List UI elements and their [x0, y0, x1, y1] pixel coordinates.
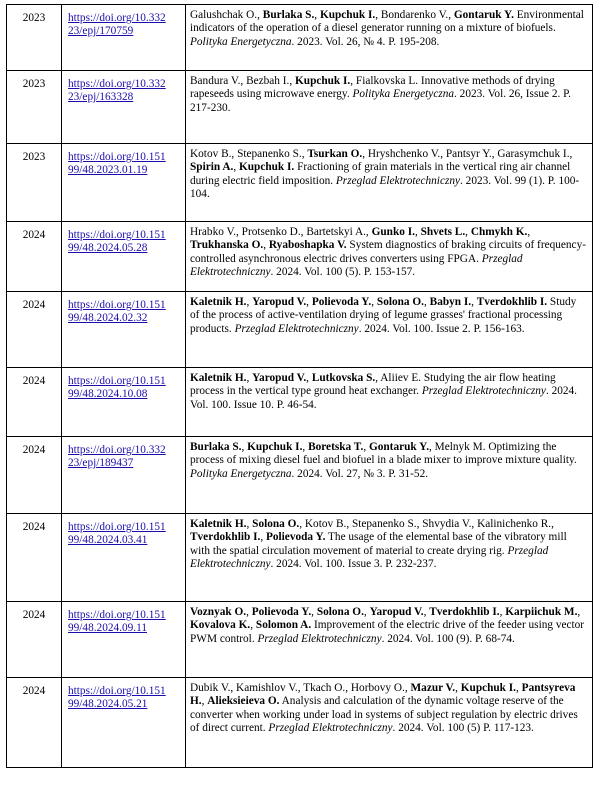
author-name-bold: Yaropud V.	[252, 372, 307, 384]
reference-fragment: . 2023. Vol. 26, Issue 2. P. 217-230.	[190, 88, 571, 114]
doi-cell	[62, 292, 186, 368]
reference-fragment: ,	[363, 441, 369, 453]
author-name-bold: Babyn I.	[429, 296, 472, 308]
journal-name: Przeglad Elektrotechniczny	[268, 722, 393, 735]
author-name-bold: Polievoda Y.	[251, 606, 312, 618]
journal-name: Polityka Energetyczna	[352, 88, 455, 101]
reference-fragment: . 2024. Vol. 27, № 3. P. 31-52.	[291, 467, 429, 480]
publication-year: 2024	[7, 437, 62, 514]
doi-link[interactable]	[68, 375, 166, 400]
author-name-bold: Yaropud V.	[369, 606, 424, 618]
author-name-bold: Polievoda Y.	[265, 531, 326, 544]
publication-row	[7, 222, 593, 292]
reference-fragment: , Bondarenko V.,	[375, 9, 454, 21]
doi-link-text-line[interactable]: 99/48.2024.09.11	[68, 622, 147, 635]
journal-name: Polityka Energetyczna	[190, 467, 292, 480]
reference-fragment: . 2023. Vol. 99 (1). P. 100-104.	[190, 174, 580, 201]
reference-fragment: ,	[263, 239, 269, 252]
doi-link-text-line[interactable]: https://doi.org/10.151	[68, 609, 166, 621]
author-name-bold: Gontaruk Y.	[453, 9, 514, 21]
publication-year: 2023	[7, 144, 62, 222]
reference-fragment: ,	[233, 161, 239, 174]
reference-fragment: . 2024. Vol. 100. Issue 10. P. 46-54.	[190, 385, 578, 411]
reference-fragment: ,	[577, 606, 581, 618]
author-name-bold: Kaletnik H.	[190, 296, 247, 308]
author-name-bold: Tverdokhlib I.	[429, 606, 500, 618]
reference-text	[186, 5, 593, 71]
doi-link[interactable]	[68, 444, 166, 469]
doi-cell	[62, 514, 186, 602]
doi-link-text-line[interactable]: https://doi.org/10.151	[68, 299, 166, 311]
publication-row	[7, 368, 593, 437]
author-name-bold: Gunko I.	[371, 226, 415, 238]
doi-cell	[62, 5, 186, 71]
author-name-bold: Kupchuk I.	[295, 75, 351, 87]
publication-row	[7, 144, 593, 222]
doi-cell	[62, 368, 186, 437]
doi-cell	[62, 71, 186, 144]
reference-fragment: ,	[241, 441, 248, 453]
author-name-bold: Karpiichuk M.	[505, 606, 578, 618]
reference-fragment: Improvement of the electric drive of the feeder using vector PWM control.	[190, 619, 585, 645]
reference-fragment: ,	[306, 296, 312, 308]
reference-fragment: , Melnyk M. Optimizing the process of mixing diesel fuel and biofuel in a blade mixer to improve mixture quality.	[190, 441, 577, 467]
author-name-bold: Pantsyreva H.	[190, 682, 576, 708]
author-name-bold: Solona O.	[316, 606, 364, 618]
doi-link-text-line[interactable]: 99/48.2024.10.08	[68, 388, 148, 401]
doi-link[interactable]	[68, 521, 166, 546]
doi-cell	[62, 222, 186, 292]
reference-text	[186, 292, 593, 368]
reference-fragment: ,	[516, 682, 522, 694]
author-name-bold: Voznyak O.	[190, 606, 247, 618]
doi-link-text-line[interactable]: https://doi.org/10.151	[68, 229, 166, 241]
author-name-bold: Yaropud V.	[252, 296, 307, 308]
publication-year: 2024	[7, 602, 62, 678]
publication-row	[7, 5, 593, 71]
reference-fragment: . 2024. Vol. 100. Issue 2. P. 156-163.	[358, 322, 525, 335]
reference-fragment: ,	[302, 441, 309, 453]
doi-link-text-line[interactable]: 99/48.2024.05.28	[68, 242, 148, 255]
reference-fragment: ,	[306, 372, 312, 384]
journal-name: Polityka Energetyczna	[190, 35, 292, 48]
publication-row	[7, 678, 593, 768]
publication-row	[7, 602, 593, 678]
reference-fragment: ,	[471, 296, 477, 308]
publication-row	[7, 514, 593, 602]
doi-cell	[62, 602, 186, 678]
doi-link[interactable]	[68, 229, 166, 254]
publications-table	[6, 4, 593, 768]
publication-year: 2024	[7, 514, 62, 602]
doi-link-text-line[interactable]: https://doi.org/10.332	[68, 78, 166, 90]
author-name-bold: Ryaboshapka V.	[268, 239, 347, 252]
publication-year: 2024	[7, 222, 62, 292]
reference-fragment: Environmental indicators of the operation of a diesel generator running on a mixture of biofuels.	[190, 9, 584, 35]
reference-text	[186, 678, 593, 768]
doi-link-text-line[interactable]: https://doi.org/10.151	[68, 151, 166, 163]
reference-fragment: . 2024. Vol. 100 (9). P. 68-74.	[381, 632, 515, 645]
reference-text	[186, 368, 593, 437]
doi-link-text-line[interactable]: https://doi.org/10.151	[68, 375, 166, 387]
doi-link[interactable]	[68, 685, 166, 710]
author-name-bold: Gontaruk Y.	[368, 441, 430, 453]
reference-fragment: ,	[260, 531, 266, 544]
author-name-bold: Tverdokhlib I.	[190, 531, 261, 544]
reference-fragment: , Aliiev E. Studying the air flow heating process in the vertical type ground heat exchanger.	[190, 372, 556, 398]
reference-fragment: The usage of the elemental base of the vibratory mill with the spatial circulation movement of material to create drying rig.	[190, 531, 567, 557]
author-name-bold: Lutkovska S.	[311, 372, 376, 384]
reference-fragment: System diagnostics of braking circuits of frequency-controlled asynchronous electric drives converters using FPGA.	[190, 239, 586, 265]
author-name-bold: Tverdokhlib I.	[476, 296, 548, 308]
journal-name: Przeglad Elektrotechniczny	[257, 632, 382, 645]
author-name-bold: Kaletnik H.	[190, 372, 247, 384]
author-name-bold: Shvets L.	[420, 226, 466, 238]
reference-text	[186, 514, 593, 602]
doi-link-text-line[interactable]: 99/48.2024.03.41	[68, 534, 148, 547]
journal-name: Przeglad Elektrotechniczny	[190, 252, 523, 279]
reference-text	[186, 144, 593, 222]
publication-row	[7, 437, 593, 514]
reference-fragment: Kotov B., Stepanenko S.,	[190, 148, 308, 160]
author-name-bold: Trukhanska O.	[190, 239, 264, 252]
reference-fragment: . 2024. Vol. 100 (5) P. 117-123.	[392, 722, 534, 735]
doi-cell	[62, 437, 186, 514]
doi-cell	[62, 678, 186, 768]
author-name-bold: Kupchuk I.	[319, 9, 376, 21]
reference-fragment: ,	[424, 296, 430, 308]
reference-fragment: Hrabko V., Protsenko D., Bartetskyi A.,	[190, 226, 372, 238]
reference-fragment: ,	[455, 682, 461, 694]
reference-fragment: , Kotov B., Stepanenko S., Shvydia V., Kalinichenko R.,	[299, 518, 554, 530]
journal-name: Przeglad Elektrotechniczny	[234, 322, 359, 335]
doi-link-text-line[interactable]: 23/epj/170759	[68, 25, 134, 38]
doi-link-text-line[interactable]: 99/48.2023.01.19	[68, 164, 148, 177]
reference-fragment: ,	[246, 606, 252, 618]
publication-year: 2024	[7, 368, 62, 437]
reference-fragment: Bandura V., Bezbah I.,	[190, 75, 295, 87]
author-name-bold: Burlaka S.	[262, 9, 315, 21]
reference-fragment: Dubik V., Kamishlov V., Tkach O., Horbovy O.,	[190, 682, 411, 694]
author-name-bold: Mazur V.	[410, 682, 456, 694]
reference-fragment: ,	[246, 372, 253, 384]
author-name-bold: Kupchuk I.	[247, 441, 303, 453]
author-name-bold: Burlaka S.	[190, 441, 242, 453]
journal-name: Przeglad Elektrotechniczny	[335, 174, 461, 187]
author-name-bold: Kaletnik H.	[190, 518, 247, 530]
author-name-bold: Alieksieieva O.	[207, 695, 280, 708]
doi-link-text-line[interactable]: https://doi.org/10.151	[68, 685, 166, 697]
reference-text	[186, 222, 593, 292]
doi-link-text-line[interactable]: 23/epj/163328	[68, 91, 134, 104]
reference-fragment: ,	[371, 296, 377, 308]
publication-year: 2023	[7, 71, 62, 144]
reference-fragment: Fractioning of grain materials in the vertical ring air channel during electric field imposition.	[190, 161, 571, 187]
author-name-bold: Solona O.	[376, 296, 424, 308]
publication-year: 2024	[7, 678, 62, 768]
author-name-bold: Spirin A.	[190, 161, 234, 174]
publication-year: 2023	[7, 5, 62, 71]
doi-link-text-line[interactable]: 23/epj/189437	[68, 457, 134, 470]
journal-name: Przeglad Elektrotechniczny	[190, 544, 549, 571]
doi-link-text-line[interactable]: https://doi.org/10.151	[68, 521, 166, 533]
reference-fragment: ,	[201, 695, 208, 708]
reference-fragment: ,	[423, 606, 430, 618]
author-name-bold: Kovalova K.	[190, 619, 251, 632]
reference-fragment: ,	[311, 606, 317, 618]
doi-link[interactable]	[68, 78, 166, 103]
publication-row	[7, 71, 593, 144]
doi-link[interactable]	[68, 299, 166, 324]
reference-fragment: , Hryshchenko V., Pantsyr Y., Garasymchuk I.,	[362, 148, 573, 160]
publication-row	[7, 292, 593, 368]
author-name-bold: Kupchuk I.	[460, 682, 517, 694]
reference-fragment: ,	[527, 226, 531, 238]
reference-fragment: . 2024. Vol. 100. Issue 3. P. 232-237.	[270, 558, 437, 571]
publications-table-body	[7, 5, 593, 768]
reference-text	[186, 602, 593, 678]
author-name-bold: Kupchuk I.	[238, 161, 295, 174]
reference-fragment: . 2024. Vol. 100 (5). P. 153-157.	[270, 266, 416, 279]
journal-name: Przeglad Elektrotechniczny	[421, 385, 546, 398]
author-name-bold: Boretska T.	[308, 441, 364, 453]
reference-text	[186, 71, 593, 144]
author-name-bold: Solomon A.	[255, 619, 312, 632]
reference-text	[186, 437, 593, 514]
author-name-bold: Solona O.	[252, 518, 300, 530]
reference-fragment: ,	[250, 619, 256, 632]
reference-fragment: Study of the process of active-ventilation drying of legume grasses' fractional processing products.	[190, 296, 577, 335]
reference-fragment: . 2023. Vol. 26, № 4. P. 195-208.	[291, 35, 440, 48]
reference-fragment: ,	[499, 606, 506, 618]
reference-fragment: ,	[414, 226, 421, 238]
author-name-bold: Chmykh K.	[470, 226, 528, 238]
doi-cell	[62, 144, 186, 222]
doi-link-text-line[interactable]: https://doi.org/10.332	[68, 12, 166, 24]
author-name-bold: Polievoda Y.	[311, 296, 372, 308]
reference-fragment: ,	[246, 518, 253, 530]
doi-link-text-line[interactable]: 99/48.2024.05.21	[68, 698, 148, 711]
reference-fragment: ,	[246, 296, 253, 308]
reference-fragment: , Fialkovska L. Innovative methods of drying rapeseeds using microwave energy.	[190, 75, 555, 101]
doi-link[interactable]	[68, 609, 166, 634]
reference-fragment: Analysis and calculation of the dynamic voltage reserve of the converter when working under load in systems of subject regulation by electric drives of direct current.	[190, 695, 578, 735]
publication-year: 2024	[7, 292, 62, 368]
author-name-bold: Tsurkan O.	[307, 148, 363, 160]
reference-fragment: ,	[314, 9, 320, 21]
reference-fragment: Galushchak O.,	[190, 9, 263, 21]
doi-link[interactable]	[68, 151, 166, 176]
reference-fragment: ,	[363, 606, 370, 618]
doi-link-text-line[interactable]: 99/48.2024.02.32	[68, 312, 148, 325]
doi-link-text-line[interactable]: https://doi.org/10.332	[68, 444, 166, 456]
reference-fragment: ,	[465, 226, 471, 238]
doi-link[interactable]	[68, 12, 166, 37]
